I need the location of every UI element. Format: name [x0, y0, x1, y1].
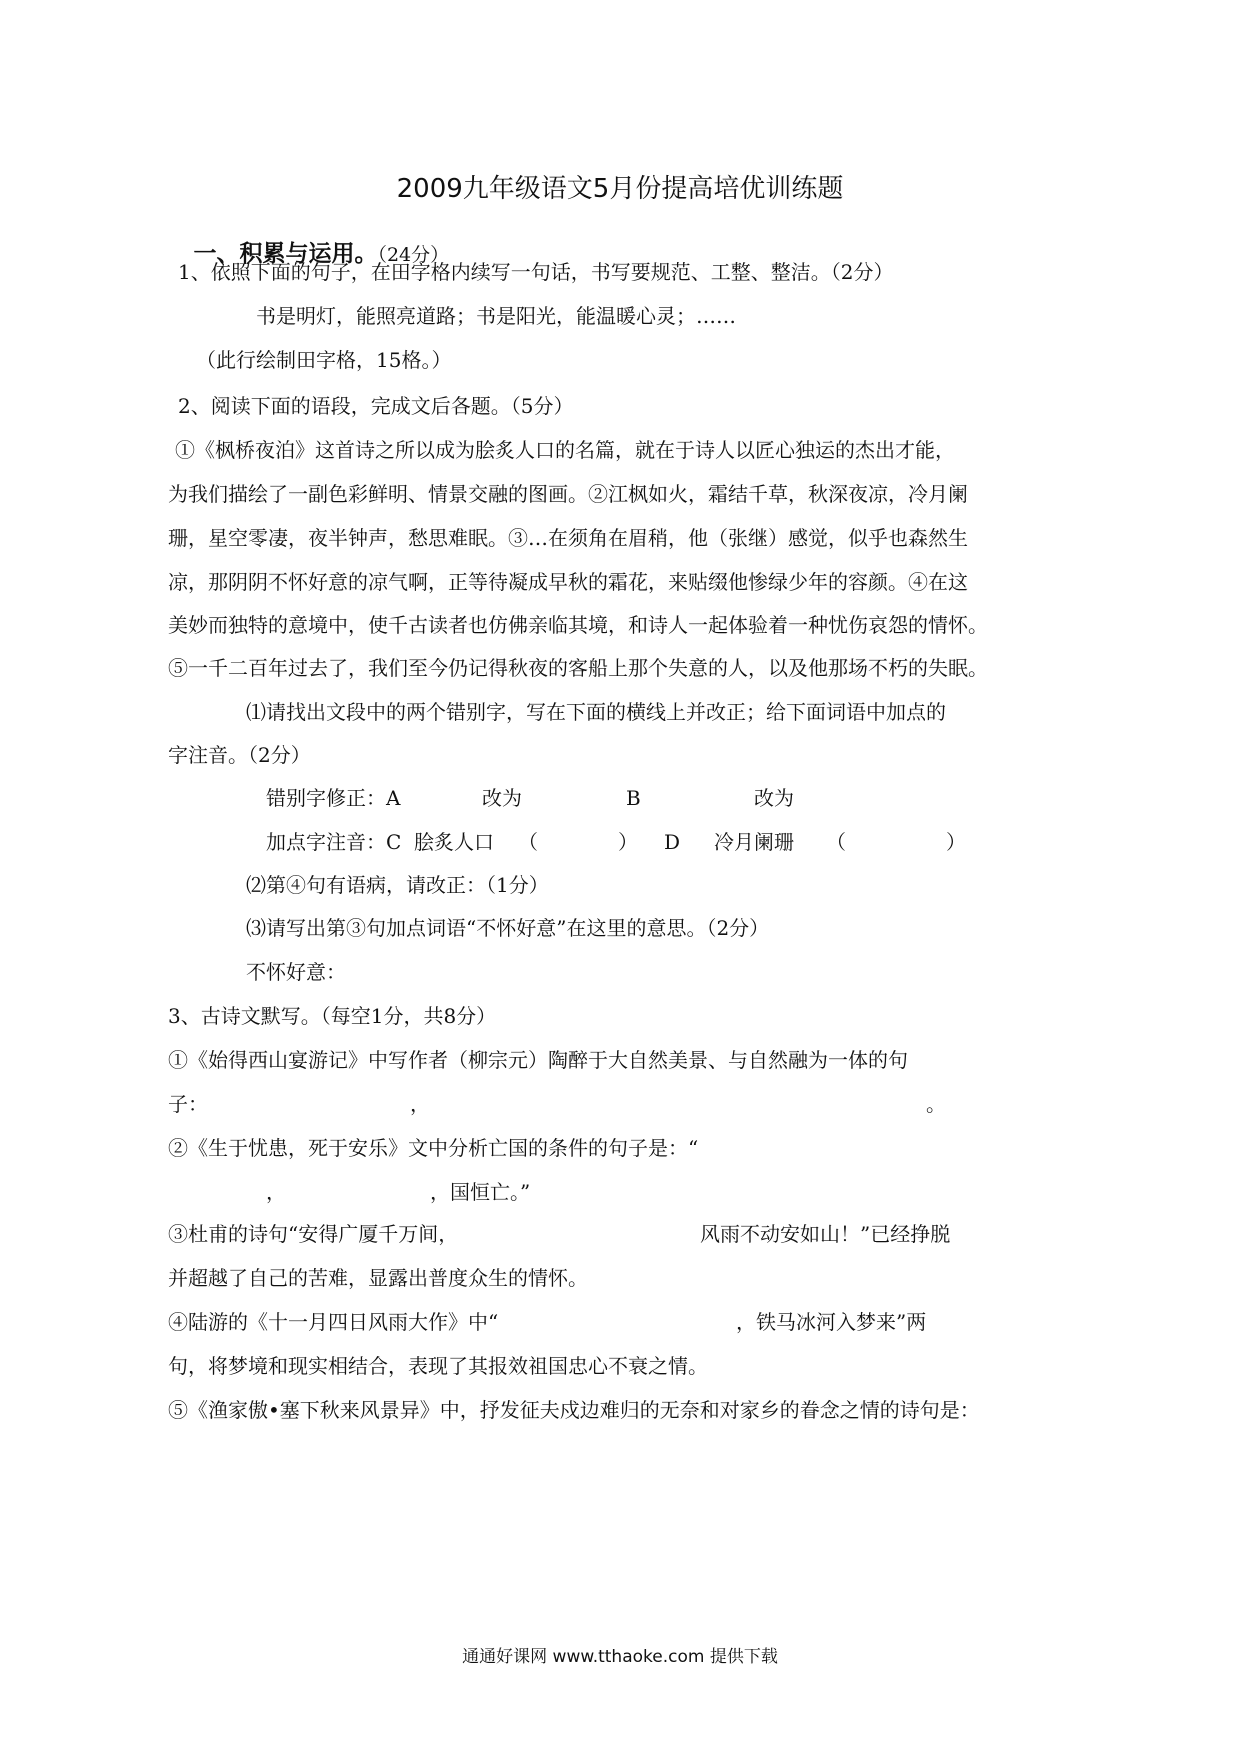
typo-change-b: 改为	[754, 786, 794, 810]
q2-sub1-prompt: ⑴请找出文段中的两个错别字，写在下面的横线上并改正；给下面词语中加点的	[246, 700, 946, 724]
q1-note: （此行绘制田字格，15格。）	[196, 348, 452, 372]
q3-item4-cont: 句，将梦境和现实相结合，表现了其报效祖国忠心不衰之情。	[168, 1354, 708, 1378]
passage-line: 珊，星空零凄，夜半钟声，愁思难眠。③…在须角在眉稍，他（张继）感觉，似乎也森然生	[168, 526, 968, 550]
footer-text: 通通好课网 www.tthaoke.com 提供下载	[462, 1647, 778, 1667]
typo-b: B	[626, 786, 641, 810]
typo-label: 错别字修正：A	[266, 786, 401, 810]
typo-change-a: 改为	[482, 786, 522, 810]
q3-item3-end: 风雨不动安如山！”已经挣脱	[700, 1222, 951, 1246]
passage-line: ⑤一千二百年过去了，我们至今仍记得秋夜的客船上那个失意的人，以及他那场不朽的失眠。	[168, 656, 988, 680]
passage-line: 美妙而独特的意境中，使千古读者也仿佛亲临其境，和诗人一起体验着一种忧伤哀怨的情怀。	[168, 613, 988, 637]
section-title: 一、积累与运用。	[193, 241, 378, 267]
passage-line: ①《枫桥夜泊》这首诗之所以成为脍炙人口的名篇，就在于诗人以匠心独运的杰出才能，	[175, 438, 955, 462]
q3-item1-start: 子：	[168, 1092, 208, 1116]
pinyin-d-word: 冷月阑珊	[714, 830, 794, 854]
passage-line: 凉，那阴阴不怀好意的凉气啊，正等待凝成早秋的霜花，来贴缀他惨绿少年的容颜。④在这	[168, 570, 968, 594]
q2-sub3-answer: 不怀好意：	[246, 960, 346, 984]
page-title: 2009九年级语文5月份提高培优训练题	[396, 174, 844, 204]
q3-item3-cont: 并超越了自己的苦难，显露出普度众生的情怀。	[168, 1266, 588, 1290]
pinyin-d-blank: （ ）	[826, 830, 966, 854]
pinyin-d: D	[664, 830, 681, 854]
q3-item3-start: ③杜甫的诗句“安得广厦千万间，	[168, 1222, 459, 1246]
q1-example: 书是明灯，能照亮道路；书是阳光，能温暖心灵；……	[256, 304, 736, 328]
q3-item2-comma: ，	[266, 1180, 286, 1204]
passage-line: 为我们描绘了一副色彩鲜明、情景交融的图画。②江枫如火，霜结千草，秋深夜凉，冷月阑	[168, 482, 968, 506]
q2-prompt: 2、阅读下面的语段，完成文后各题。（5分）	[178, 394, 574, 418]
pinyin-c-word: 脍炙人口	[414, 830, 494, 854]
q3-item4-end: ，铁马冰河入梦来”两	[736, 1310, 927, 1334]
q2-sub3: ⑶请写出第③句加点词语“不怀好意”在这里的意思。（2分）	[246, 916, 770, 940]
q3-item2: ②《生于忧患，死于安乐》文中分析亡国的条件的句子是：“	[168, 1136, 699, 1160]
q3-item1-end: 。	[926, 1092, 946, 1116]
pinyin-c-blank: （ ）	[518, 830, 638, 854]
q3-item1-comma: ，	[410, 1092, 430, 1116]
section-score: （24分）	[377, 244, 450, 266]
q3-item4-start: ④陆游的《十一月四日风雨大作》中“	[168, 1310, 499, 1334]
q1-prompt: 1、依照下面的句子，在田字格内续写一句话，书写要规范、工整、整洁。（2分）	[178, 260, 894, 284]
q3-item1: ①《始得西山宴游记》中写作者（柳宗元）陶醉于大自然美景、与自然融为一体的句	[168, 1048, 908, 1072]
q3-item2-end: ，国恒亡。”	[430, 1180, 531, 1204]
q2-sub2: ⑵第④句有语病，请改正：（1分）	[246, 873, 549, 897]
q3-prompt: 3、古诗文默写。（每空1分，共8分）	[168, 1004, 497, 1028]
q2-sub1-prompt-cont: 字注音。（2分）	[168, 743, 311, 767]
q3-item5: ⑤《渔家傲•塞下秋来风景异》中，抒发征夫戍边难归的无奈和对家乡的眷念之情的诗句是：	[168, 1398, 980, 1422]
pinyin-label: 加点字注音：C	[266, 830, 402, 854]
